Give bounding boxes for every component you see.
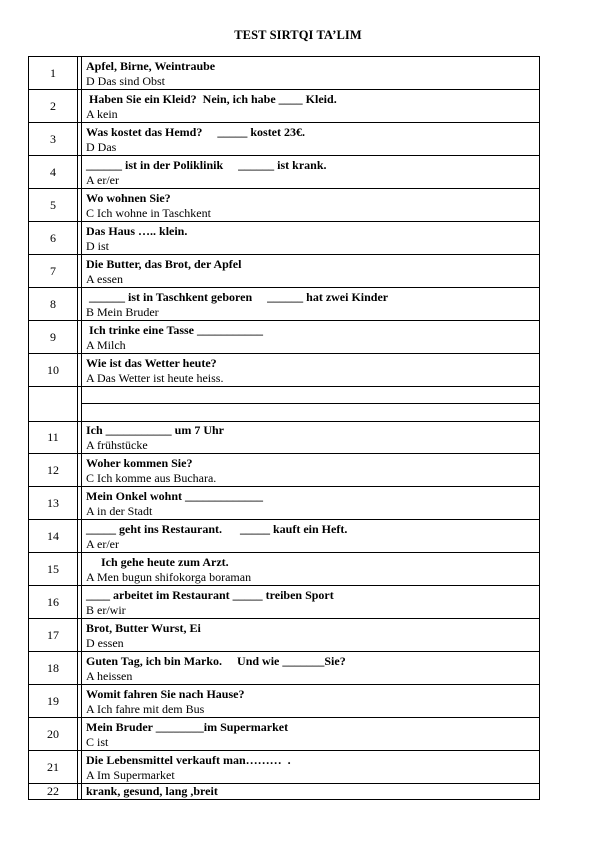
answer-text: A er/er [86, 536, 119, 551]
question-number: 8 [29, 288, 78, 321]
table-row [29, 619, 540, 652]
answer-text: D ist [86, 238, 110, 253]
answer-text: B Mein Bruder [86, 304, 159, 319]
table-row [29, 123, 540, 156]
answer-text: A Ich fahre mit dem Bus [86, 701, 205, 716]
question-cell [82, 454, 540, 487]
question-cell [82, 784, 540, 800]
table-row [29, 222, 540, 255]
question-cell [82, 255, 540, 288]
question-cell [82, 487, 540, 520]
question-cell [82, 189, 540, 222]
table-row [29, 57, 540, 90]
question-cell [82, 354, 540, 387]
question-number: 22 [29, 784, 78, 800]
question-number: 2 [29, 90, 78, 123]
question-number: 21 [29, 751, 78, 784]
page-title: TEST SIRTQI TA’LIM [234, 28, 362, 42]
question-cell [82, 422, 540, 454]
table-row [29, 156, 540, 189]
answer-text: C Ich komme aus Buchara. [86, 470, 217, 485]
answer-text: D Das [86, 139, 117, 154]
answer-text: A essen [86, 271, 123, 286]
question-number: 13 [29, 487, 78, 520]
question-number: 9 [29, 321, 78, 354]
question-text: Mein Bruder ________im Supermarket [86, 719, 289, 734]
question-text: ______ ist in der Poliklinik ______ ist krank. [86, 157, 327, 172]
question-text: Ich gehe heute zum Arzt. [86, 554, 229, 569]
answer-text: C ist [86, 734, 109, 749]
question-cell [82, 586, 540, 619]
question-number: 14 [29, 520, 78, 553]
blank-cell [82, 404, 540, 422]
question-number: 1 [29, 57, 78, 90]
answer-text: A Men bugun shifokorga boraman [86, 569, 252, 584]
answer-text: A in der Stadt [86, 503, 153, 518]
question-cell [82, 288, 540, 321]
table-row [29, 189, 540, 222]
question-text: Ich trinke eine Tasse ___________ [86, 322, 264, 337]
table-row [29, 454, 540, 487]
question-cell [82, 321, 540, 354]
table-row [29, 321, 540, 354]
question-text: Was kostet das Hemd? _____ kostet 23€. [86, 124, 306, 139]
blank-cell [82, 387, 540, 404]
blank-row [29, 404, 540, 422]
table-row [29, 784, 540, 800]
question-number: 6 [29, 222, 78, 255]
table-row [29, 422, 540, 454]
answer-text: A er/er [86, 172, 119, 187]
question-text: Wo wohnen Sie? [86, 190, 171, 205]
question-text: Womit fahren Sie nach Hause? [86, 686, 245, 701]
question-text: Haben Sie ein Kleid? Nein, ich habe ____ Kleid. [86, 91, 337, 106]
question-number: 7 [29, 255, 78, 288]
table-row [29, 520, 540, 553]
question-number: 12 [29, 454, 78, 487]
answer-text: A Das Wetter ist heute heiss. [86, 370, 224, 385]
answer-text: A kein [86, 106, 118, 121]
question-number: 19 [29, 685, 78, 718]
answer-text: B er/wir [86, 602, 126, 617]
table-row [29, 255, 540, 288]
question-cell [82, 652, 540, 685]
question-text: Die Butter, das Brot, der Apfel [86, 256, 242, 271]
answer-text: A Milch [86, 337, 126, 352]
question-text: Mein Onkel wohnt _____________ [86, 488, 264, 503]
table-row [29, 90, 540, 123]
question-cell [82, 553, 540, 586]
blank-number-cell [29, 387, 78, 422]
answer-text: D essen [86, 635, 124, 650]
question-number: 18 [29, 652, 78, 685]
question-cell [82, 619, 540, 652]
question-text: ______ ist in Taschkent geboren ______ hat zwei Kinder [86, 289, 389, 304]
table-row [29, 685, 540, 718]
answer-text: C Ich wohne in Taschkent [86, 205, 211, 220]
question-number: 5 [29, 189, 78, 222]
table-row [29, 718, 540, 751]
question-number: 11 [29, 422, 78, 454]
answer-text: D Das sind Obst [86, 73, 166, 88]
question-text: _____ geht ins Restaurant. _____ kauft ein Heft. [86, 521, 348, 536]
question-number: 4 [29, 156, 78, 189]
question-text: Das Haus ….. klein. [86, 223, 188, 238]
question-cell [82, 123, 540, 156]
table-row [29, 288, 540, 321]
answer-text: A Im Supermarket [86, 767, 175, 782]
question-cell [82, 685, 540, 718]
blank-row [29, 387, 540, 404]
question-text: krank, gesund, lang ,breit [86, 784, 218, 798]
table-row [29, 652, 540, 685]
question-number: 17 [29, 619, 78, 652]
question-cell [82, 57, 540, 90]
question-text: Woher kommen Sie? [86, 455, 193, 470]
question-text: Die Lebensmittel verkauft man……… . [86, 752, 291, 767]
question-number: 15 [29, 553, 78, 586]
question-cell [82, 751, 540, 784]
question-text: Guten Tag, ich bin Marko. Und wie _______Sie? [86, 653, 346, 668]
answer-text: A heissen [86, 668, 133, 683]
question-cell [82, 222, 540, 255]
question-text: ____ arbeitet im Restaurant _____ treiben Sport [86, 587, 334, 602]
table-row [29, 751, 540, 784]
question-text: Apfel, Birne, Weintraube [86, 58, 216, 73]
question-cell [82, 90, 540, 123]
question-number: 16 [29, 586, 78, 619]
question-number: 3 [29, 123, 78, 156]
question-text: Wie ist das Wetter heute? [86, 355, 217, 370]
question-text: Ich ___________ um 7 Uhr [86, 423, 225, 437]
table-row [29, 553, 540, 586]
table-row [29, 586, 540, 619]
question-text: Brot, Butter Wurst, Ei [86, 620, 201, 635]
question-number: 20 [29, 718, 78, 751]
question-number: 10 [29, 354, 78, 387]
question-cell [82, 718, 540, 751]
table-row [29, 487, 540, 520]
test-table [28, 56, 540, 800]
table-row [29, 354, 540, 387]
question-cell [82, 520, 540, 553]
answer-text: A frühstücke [86, 438, 148, 452]
question-cell [82, 156, 540, 189]
